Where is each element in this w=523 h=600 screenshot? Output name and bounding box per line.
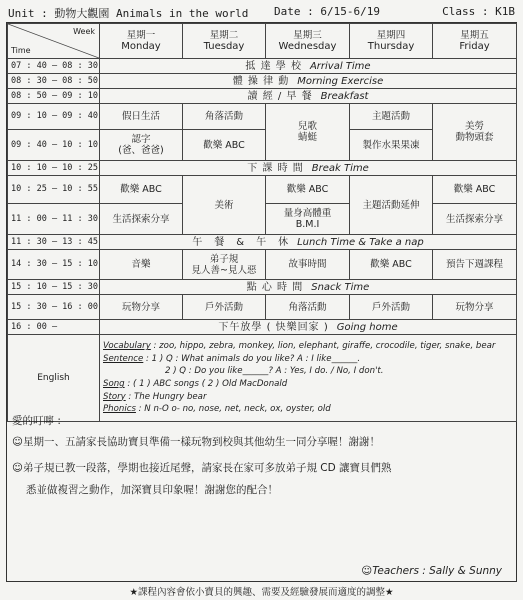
activity-cell: 玩物分享 xyxy=(433,295,517,320)
activity-cell: 故事時間 xyxy=(266,250,350,280)
schedule-sheet xyxy=(6,22,517,582)
day-header-friday: 星期五 Friday xyxy=(433,24,517,59)
sentence-line-2: 2 ) Q : Do you like______? A : Yes, I do. / No, I don't. xyxy=(165,366,384,377)
going-home-row: 下午放學 ( 快樂回家 ) Going home xyxy=(100,320,517,335)
activity-cell: 製作水果果凍 xyxy=(350,130,433,161)
time-slot: 11 : 30 – 13 : 45 xyxy=(8,235,100,250)
activity-cell: 假日生活 xyxy=(100,104,183,130)
activity-cell: 弟子規 見人善~見人惡 xyxy=(183,250,266,280)
time-slot: 07 : 40 – 08 : 30 xyxy=(8,59,100,74)
activity-cell: 主題活動延伸 xyxy=(350,176,433,235)
weekly-schedule-table xyxy=(7,23,517,422)
day-header-thursday: 星期四 Thursday xyxy=(350,24,433,59)
arrival-time-row: 抵 達 學 校 Arrival Time xyxy=(100,59,517,74)
time-slot: 15 : 30 – 16 : 00 xyxy=(8,295,100,320)
activity-cell: 主題活動 xyxy=(350,104,433,130)
day-header-monday: 星期一 Monday xyxy=(100,24,183,59)
date-range: Date : 6/15-6/19 xyxy=(274,5,380,18)
activity-cell: 預告下週課程 xyxy=(433,250,517,280)
english-label: English xyxy=(8,335,100,422)
activity-cell: 量身高體重 B.M.I xyxy=(266,204,350,235)
lunch-time-row: 午 餐 & 午 休 Lunch Time & Take a nap xyxy=(100,235,517,250)
vocabulary-line: Vocabulary : zoo, hippo, zebra, monkey, lion, elephant, giraffe, crocodile, tiger, snake, bear xyxy=(103,341,496,352)
phonics-line: Phonics : N n-O o- no, nose, net, neck, ox, oyster, old xyxy=(103,404,331,415)
time-slot: 11 : 00 – 11 : 30 xyxy=(8,204,100,235)
parent-notes xyxy=(7,411,516,581)
day-header-wednesday: 星期三 Wednesday xyxy=(266,24,350,59)
time-slot: 08 : 30 – 08 : 50 xyxy=(8,74,100,89)
activity-cell: 歡樂 ABC xyxy=(100,176,183,204)
teacher-signature: ☺Teachers : Sally & Sunny xyxy=(361,565,502,577)
note-paragraph-2a: ☺弟子規已教一段落，學期也接近尾聲，請家長在家可多放弟子規 CD 讓寶貝們熟 xyxy=(12,462,392,474)
morning-exercise-row: 體 操 律 動 Morning Exercise xyxy=(100,74,517,89)
day-header-tuesday: 星期二 Tuesday xyxy=(183,24,266,59)
activity-cell: 戶外活動 xyxy=(183,295,266,320)
time-slot: 09 : 10 – 09 : 40 xyxy=(8,104,100,130)
activity-cell: 角落活動 xyxy=(266,295,350,320)
activity-cell: 美術 xyxy=(183,176,266,235)
week-label: Week xyxy=(73,27,95,36)
note-paragraph-2b: 悉並做複習之動作，加深寶貝印象喔！謝謝您的配合！ xyxy=(26,484,278,496)
english-content xyxy=(100,335,517,422)
breakfast-row: 讀 經 / 早 餐 Breakfast xyxy=(100,89,517,104)
activity-cell: 生活探索分享 xyxy=(100,204,183,235)
time-slot: 16 : 00 – xyxy=(8,320,100,335)
activity-cell: 音樂 xyxy=(100,250,183,280)
sentence-line-1: Sentence : 1 ) Q : What animals do you like? A : I like______. xyxy=(103,353,361,364)
activity-cell: 美勞 動物頭套 xyxy=(433,104,517,161)
page-header xyxy=(6,5,517,21)
song-line: Song : ( 1 ) ABC songs ( 2 ) Old MacDonald xyxy=(103,379,288,389)
time-slot: 09 : 40 – 10 : 10 xyxy=(8,130,100,161)
activity-cell: 歡樂 ABC xyxy=(433,176,517,204)
story-line: Story : The Hungry bear xyxy=(103,391,207,402)
time-slot: 08 : 50 – 09 : 10 xyxy=(8,89,100,104)
time-slot: 14 : 30 – 15 : 10 xyxy=(8,250,100,280)
reminder-heading: 愛的叮嚀 : xyxy=(12,415,61,427)
time-label: Time xyxy=(11,46,31,55)
unit-title: Unit : 動物大觀園 Animals in the world xyxy=(8,7,249,20)
snack-time-row: 點 心 時 間 Snack Time xyxy=(100,280,517,295)
time-slot: 15 : 10 – 15 : 30 xyxy=(8,280,100,295)
activity-cell: 歡樂 ABC xyxy=(350,250,433,280)
time-slot: 10 : 10 – 10 : 25 xyxy=(8,161,100,176)
activity-cell: 戶外活動 xyxy=(350,295,433,320)
activity-cell: 角落活動 xyxy=(183,104,266,130)
time-slot: 10 : 25 – 10 : 55 xyxy=(8,176,100,204)
activity-cell: 兒歌 蜻蜓 xyxy=(266,104,350,161)
note-paragraph-1: ☺星期一、五請家長協助寶貝準備一樣玩物到校與其他幼生一同分享喔！謝謝！ xyxy=(12,436,380,448)
activity-cell: 生活探索分享 xyxy=(433,204,517,235)
activity-cell: 玩物分享 xyxy=(100,295,183,320)
break-time-row: 下 課 時 間 Break Time xyxy=(100,161,517,176)
week-time-corner xyxy=(8,24,100,59)
footer-note: ★課程內容會依小寶貝的興趣、需要及經驗發展而適度的調整★ xyxy=(129,587,394,598)
activity-cell: 歡樂 ABC xyxy=(266,176,350,204)
activity-cell: 認字 (爸、爸爸) xyxy=(100,130,183,161)
activity-cell: 歡樂 ABC xyxy=(183,130,266,161)
class-name: Class : K1B xyxy=(442,5,515,18)
